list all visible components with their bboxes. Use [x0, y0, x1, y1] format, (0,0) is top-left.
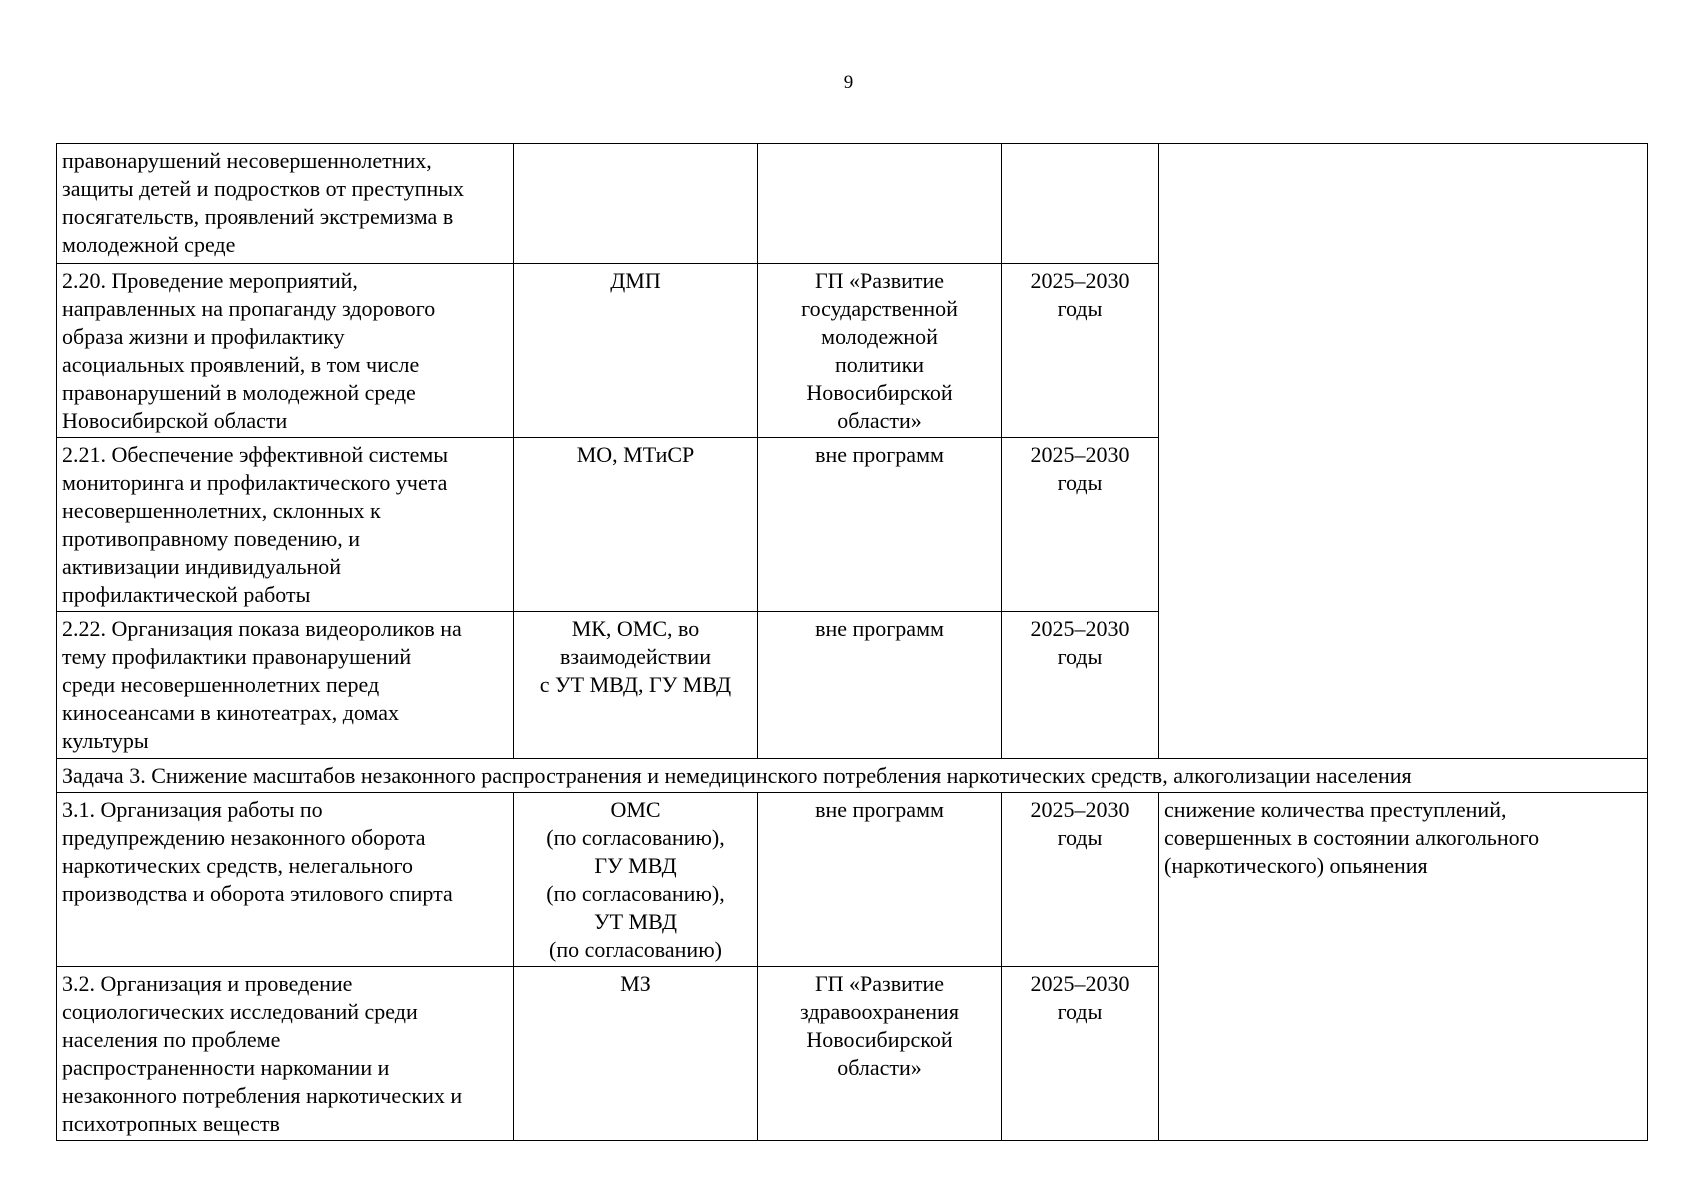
result-cell: [1159, 144, 1648, 759]
program-cell: [758, 612, 1002, 759]
term-cell: [1002, 612, 1159, 759]
term-text: 2025–2030 годы: [1030, 971, 1130, 1024]
event-cell: [57, 144, 514, 264]
term-text: 2025–2030 годы: [1030, 442, 1130, 495]
program-cell: [758, 967, 1002, 1141]
term-cell: [1002, 438, 1159, 612]
task-title: Задача 3. Снижение масштабов незаконного распространения и немедицинского потребления наркотических средств, алкоголизации населения: [62, 763, 1412, 788]
executor-text: МО, МТиСР: [576, 442, 695, 467]
executor-text: МЗ: [620, 971, 651, 996]
executor-cell: [514, 264, 758, 438]
executor-text: ДМП: [610, 268, 661, 293]
program-cell: [758, 438, 1002, 612]
term-text: 2025–2030 годы: [1030, 797, 1130, 850]
executor-cell: [514, 438, 758, 612]
executor-cell: [514, 793, 758, 967]
event-cell: [57, 264, 514, 438]
program-cell: [758, 264, 1002, 438]
program-text: вне программ: [815, 797, 944, 822]
task-title-cell: [57, 759, 1648, 793]
event-cell: [57, 967, 514, 1141]
term-cell: [1002, 793, 1159, 967]
task-header-row: [57, 759, 1648, 793]
executor-cell: [514, 144, 758, 264]
event-text: 3.2. Организация и проведение социологических исследований среди населения по проблеме распространенности наркомании и незаконного потребления наркотических и психотропных веществ: [62, 971, 463, 1136]
executor-cell: [514, 612, 758, 759]
executor-text: ОМС (по согласованию), ГУ МВД (по согласованию), УТ МВД (по согласованию): [546, 797, 725, 962]
page-number: 9: [843, 72, 854, 93]
term-text: 2025–2030 годы: [1030, 268, 1130, 321]
program-text: вне программ: [815, 442, 944, 467]
table-row: [57, 793, 1648, 967]
program-cell: [758, 793, 1002, 967]
term-cell: [1002, 264, 1159, 438]
program-text: ГП «Развитие государственной молодежной политики Новосибирской области»: [801, 268, 958, 433]
event-text: 2.21. Обеспечение эффективной системы мониторинга и профилактического учета несовершеннолетних, склонных к противоправному поведению, и активизации индивидуальной профилактической работы: [62, 442, 449, 607]
executor-cell: [514, 967, 758, 1141]
program-text: ГП «Развитие здравоохранения Новосибирской области»: [800, 971, 959, 1080]
term-cell: [1002, 144, 1159, 264]
event-cell: [57, 793, 514, 967]
event-text: 3.1. Организация работы по предупреждению незаконного оборота наркотических средств, нелегального производства и оборота этилового спирта: [62, 797, 453, 906]
event-cell: [57, 438, 514, 612]
result-text: снижение количества преступлений, совершенных в состоянии алкогольного (наркотического) опьянения: [1164, 797, 1540, 878]
executor-text: МК, ОМС, во взаимодействии с УТ МВД, ГУ МВД: [539, 616, 732, 697]
table-row: [57, 144, 1648, 264]
result-cell: [1159, 793, 1648, 1141]
event-cell: [57, 612, 514, 759]
term-cell: [1002, 967, 1159, 1141]
event-text: 2.20. Проведение мероприятий, направленных на пропаганду здорового образа жизни и профилактику асоциальных проявлений, в том числе правонарушений в молодежной среде Новосибирской области: [62, 268, 436, 433]
measures-table: [56, 143, 1648, 1141]
term-text: 2025–2030 годы: [1030, 616, 1130, 669]
event-text: правонарушений несовершеннолетних, защиты детей и подростков от преступных посягательств, проявлений экстремизма в молодежной среде: [62, 148, 464, 257]
program-cell: [758, 144, 1002, 264]
program-text: вне программ: [815, 616, 944, 641]
event-text: 2.22. Организация показа видеороликов на тему профилактики правонарушений среди несовершеннолетних перед киносеансами в кинотеатрах, домах культуры: [62, 616, 462, 753]
